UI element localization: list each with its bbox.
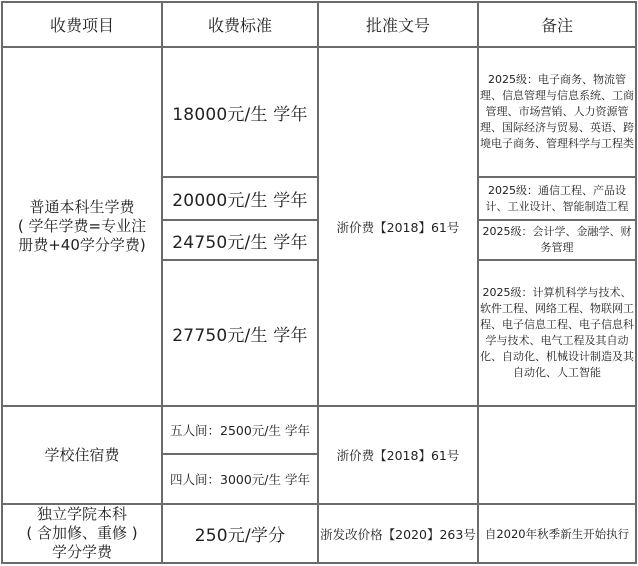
header-approval: 批准文号	[318, 2, 478, 47]
standard-tier-3: 24750元/生 学年	[162, 220, 318, 260]
table-row	[2, 406, 636, 454]
header-item: 收费项目	[2, 2, 162, 47]
table-row	[2, 504, 636, 563]
header-standard: 收费标准	[162, 2, 318, 47]
standard-tier-2: 20000元/生 学年	[162, 177, 318, 220]
note-tier-3	[478, 220, 636, 260]
standard-dorm-five: 五人间：2500元/生 学年	[162, 406, 318, 454]
note-tier-2-text: 2025级：通信工程、产品设计、工业设计、智能制造工程	[485, 183, 629, 213]
note-dorm	[478, 406, 636, 504]
header-note: 备注	[478, 2, 636, 47]
standard-tier-4: 27750元/生 学年	[162, 260, 318, 406]
item-retake: 独立学院本科 ( 含加修、重修 ) 学分学费	[2, 504, 162, 563]
standard-tier-1: 18000元/生 学年	[162, 47, 318, 177]
note-tier-4	[478, 260, 636, 406]
note-tier-3-text: 2025级：会计学、金融学、财务管理	[482, 225, 632, 254]
standard-retake: 250元/学分	[162, 504, 318, 563]
note-retake: 自2020年秋季新生开始执行	[478, 504, 636, 563]
approval-retake: 浙发改价格【2020】263号	[318, 504, 478, 563]
approval-undergrad: 浙价费【2018】61号	[318, 47, 478, 406]
item-dorm: 学校住宿费	[2, 406, 162, 504]
note-tier-1	[478, 47, 636, 177]
item-undergrad: 普通本科生学费 ( 学年学费=专业注 册费+40学分学费)	[2, 47, 162, 406]
header-row	[2, 2, 636, 47]
approval-dorm: 浙价费【2018】61号	[318, 406, 478, 504]
note-tier-4-text: 2025级：计算机科学与技术、软件工程、网络工程、物联网工程、电子信息工程、电子信息科学与技术、电气工程及其自动化、自动化、机械设计制造及其自动化、人工智能	[480, 286, 634, 379]
note-tier-2	[478, 177, 636, 220]
standard-dorm-four: 四人间：3000元/生 学年	[162, 454, 318, 504]
fee-table	[1, 1, 637, 564]
note-tier-1-text: 2025级：电子商务、物流管理、信息管理与信息系统、工商管理、市场营销、人力资源管理、国际经济与贸易、英语、跨境电子商务、管理科学与工程类	[480, 73, 634, 150]
table-row	[2, 47, 636, 177]
